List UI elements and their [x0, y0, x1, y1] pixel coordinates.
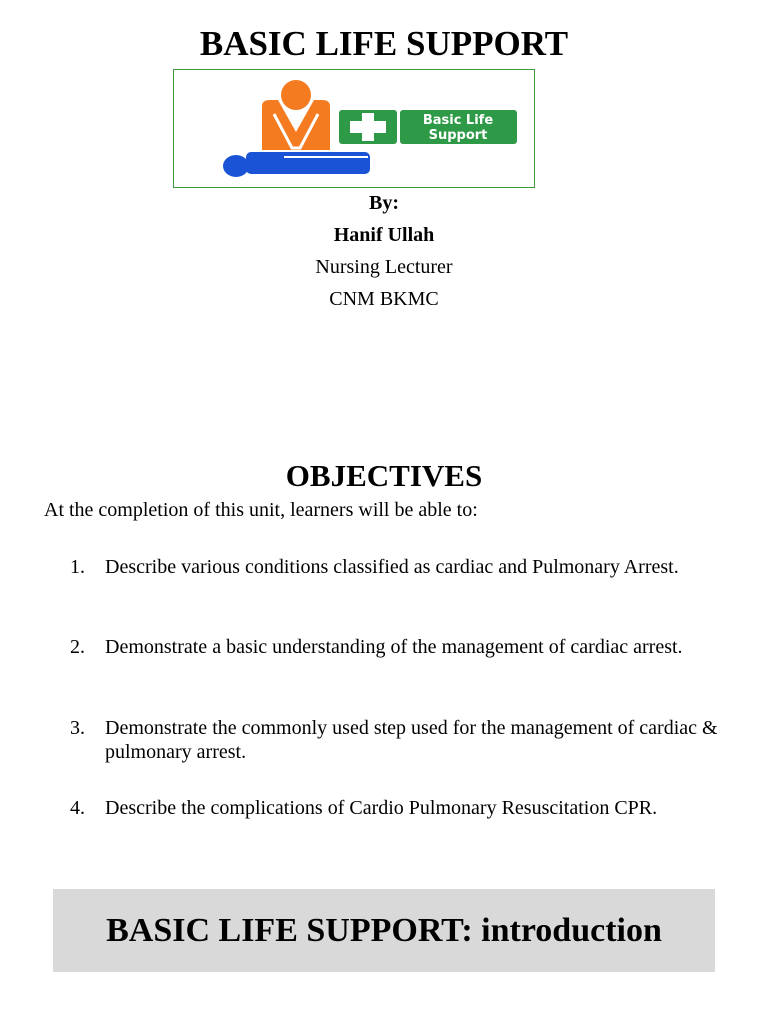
- objective-text: Demonstrate a basic understanding of the management of cardiac arrest.: [105, 636, 683, 658]
- objective-number: 2.: [70, 636, 85, 658]
- author-org: CNM BKMC: [329, 288, 439, 310]
- objectives-heading: OBJECTIVES: [285, 458, 483, 493]
- objective-item: [70, 635, 730, 659]
- first-aid-cross-icon: [339, 110, 397, 144]
- section-banner: [53, 889, 715, 972]
- bls-logo-graphic: [174, 70, 533, 186]
- section-banner-title: BASIC LIFE SUPPORT: introduction: [106, 911, 662, 949]
- bls-label-line1: Basic Life: [422, 113, 494, 128]
- author-role: Nursing Lecturer: [315, 256, 453, 278]
- objective-text: Describe the complications of Cardio Pulmonary Resuscitation CPR.: [105, 797, 658, 819]
- objective-item: [70, 716, 730, 764]
- page-title: BASIC LIFE SUPPORT: [199, 24, 569, 63]
- objectives-intro: At the completion of this unit, learners will be able to:: [44, 499, 478, 521]
- by-label: By:: [369, 192, 399, 214]
- objective-number: 4.: [70, 797, 85, 819]
- patient-icon: [223, 152, 370, 177]
- objective-text: Describe various conditions classified as cardiac and Pulmonary Arrest.: [105, 556, 679, 578]
- bls-logo: [173, 69, 535, 188]
- author-name: Hanif Ullah: [333, 224, 435, 246]
- objective-text: Demonstrate the commonly used step used for the management of cardiac & pulmonary arrest.: [105, 717, 718, 763]
- bls-label-line2: Support: [428, 128, 488, 143]
- objective-item: [70, 555, 730, 579]
- objective-number: 3.: [70, 717, 85, 739]
- objective-item: [70, 796, 730, 820]
- objective-number: 1.: [70, 556, 85, 578]
- cpr-rescuer-icon: [262, 80, 330, 150]
